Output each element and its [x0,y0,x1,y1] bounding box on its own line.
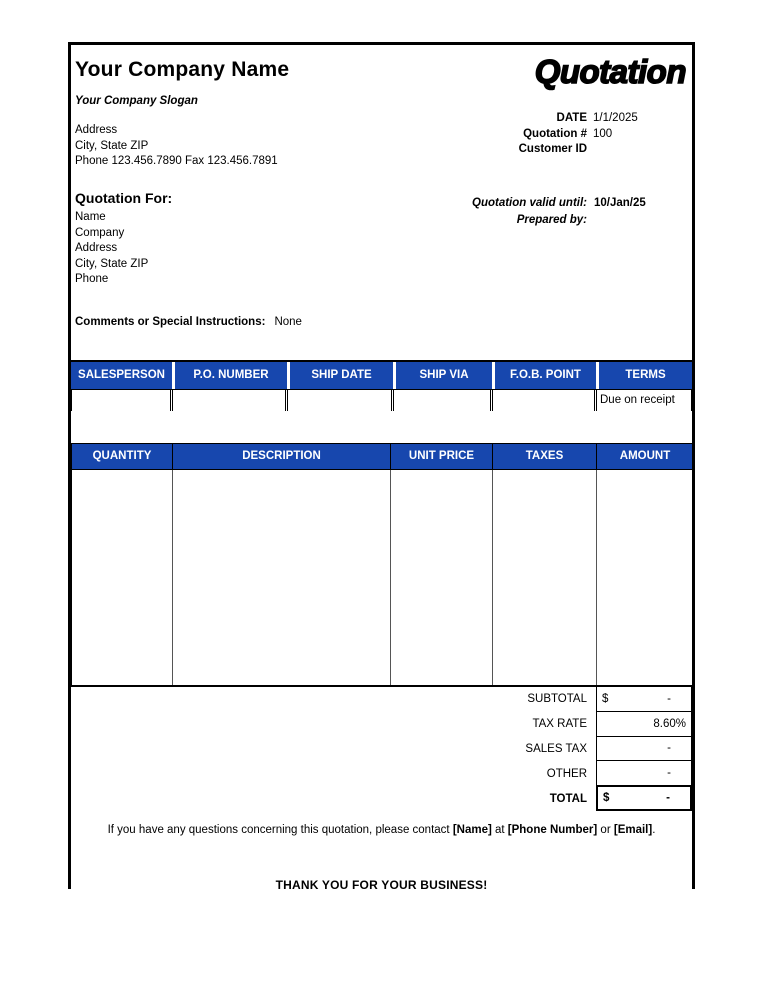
total-currency: $ [603,792,610,805]
subtotal-value[interactable] [596,687,692,712]
other-label: OTHER [546,767,587,780]
quotation-for-lines [75,210,172,288]
cell-quantity[interactable] [72,470,172,686]
info-table [71,360,692,412]
total-amount: - [666,792,670,805]
total-row [71,786,692,811]
contact-line [71,824,692,836]
date-value: 1/1/2025 [593,112,638,124]
date-row [370,111,690,127]
items-table-header [71,443,692,470]
header-quantity: QUANTITY [72,444,172,469]
cell-unit-price[interactable] [391,470,492,686]
recipient-name: Name [75,211,106,223]
valid-until-label: Quotation valid until: [472,197,587,209]
totals-block [71,687,692,811]
subtotal-row [71,687,692,712]
company-slogan: Your Company Slogan [75,95,198,107]
quotation-meta-block [370,111,690,158]
prepared-by-row [360,212,690,229]
header-taxes: TAXES [493,444,596,469]
info-table-row [71,390,692,412]
customer-id-row [370,142,690,158]
cell-ship-date[interactable] [287,390,392,412]
comments-row [75,316,302,328]
header-salesperson: SALESPERSON [71,362,172,389]
cell-ship-via[interactable] [393,390,491,412]
contact-text-4: . [652,824,656,836]
sales-tax-row [71,737,692,762]
quotation-number-label: Quotation # [523,127,587,140]
recipient-address: Address [75,242,118,254]
company-address-block [75,123,289,170]
header-unit-price: UNIT PRICE [391,444,492,469]
quotation-sheet [68,42,695,889]
cell-terms[interactable]: Due on receipt [596,390,692,412]
valid-until-row [360,195,690,212]
company-phone-fax-line: Phone 123.456.7890 Fax 123.456.7891 [75,155,278,167]
tax-rate-row [71,712,692,737]
sales-tax-amount: - [667,742,671,755]
company-block [75,58,289,170]
tax-rate-label: TAX RATE [532,718,587,731]
quotation-number-row [370,127,690,143]
items-table [71,443,692,686]
contact-email-placeholder: [Email] [613,824,653,836]
thank-you-line: THANK YOU FOR YOUR BUSINESS! [275,878,488,889]
recipient-phone: Phone [75,273,109,285]
cell-fob-point[interactable] [492,390,595,412]
quotation-number-value: 100 [593,127,613,140]
prepared-by-label: Prepared by: [516,213,587,226]
total-value [596,785,692,811]
tax-rate-amount: 8.60% [653,717,686,730]
contact-text-2: at [491,824,508,836]
sales-tax-value[interactable] [596,736,692,762]
recipient-city: City, State ZIP [75,257,149,270]
comments-label: Comments or Special Instructions: [75,316,266,328]
company-address-line: Address [75,124,118,136]
cell-po-number[interactable] [172,390,286,412]
total-label: TOTAL [549,792,587,805]
comments-value: None [274,316,302,328]
subtotal-amount: - [667,692,671,705]
quotation-for-block [75,190,172,288]
customer-id-label: Customer ID [518,143,587,155]
cell-taxes[interactable] [493,470,596,686]
cell-amount[interactable] [597,470,693,686]
recipient-company: Company [75,226,125,239]
cell-description[interactable] [173,470,390,686]
contact-text-3: or [597,824,614,836]
other-row [71,761,692,786]
header-ship-via: SHIP VIA [393,362,492,389]
sales-tax-label: SALES TAX [525,742,587,755]
header-po-number: P.O. NUMBER [172,362,287,389]
contact-phone-placeholder: [Phone Number] [507,824,598,836]
other-value[interactable] [596,760,692,786]
subtotal-currency: $ [602,692,609,705]
header-fob-point: F.O.B. POINT [492,362,596,389]
company-name: Your Company Name [75,58,290,81]
validity-block [360,195,690,228]
header-terms: TERMS [596,362,692,389]
customer-id-value [587,142,690,158]
valid-until-value: 10/Jan/25 [594,197,646,209]
info-table-header [71,362,692,390]
contact-name-placeholder: [Name] [452,824,492,836]
other-amount: - [667,767,671,780]
tax-rate-value[interactable] [596,711,692,737]
quotation-logo: Quotation [534,53,686,90]
quotation-for-title: Quotation For: [75,190,173,206]
contact-text-1: If you have any questions concerning this quotation, please contact [107,824,453,836]
header-ship-date: SHIP DATE [287,362,393,389]
header-description: DESCRIPTION [173,444,390,469]
cell-salesperson[interactable] [71,390,171,412]
spacer-row [71,411,692,439]
subtotal-label: SUBTOTAL [527,693,587,706]
date-label: DATE [556,112,587,124]
items-table-body [71,470,692,686]
company-city-line: City, State ZIP [75,139,149,152]
header-amount: AMOUNT [597,444,693,469]
prepared-by-value [587,212,690,229]
